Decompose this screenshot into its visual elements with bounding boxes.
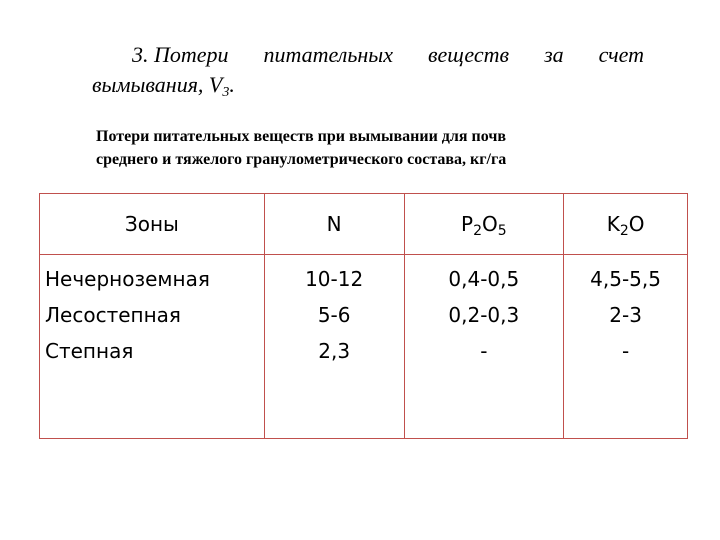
- heading-subscript: 3: [222, 85, 230, 100]
- heading-line-2-end: .: [229, 72, 235, 97]
- header-p2o5-p: P: [461, 212, 474, 236]
- header-p2o5-sub-2: 2: [473, 223, 482, 239]
- table-header-row: [40, 194, 688, 255]
- k2o-values-cell: [564, 255, 688, 439]
- header-n: N: [264, 194, 404, 255]
- caption-line-2: среднего и тяжелого гранулометрического состава, кг/га: [96, 151, 507, 168]
- zone-name: Лесостепная: [45, 303, 181, 327]
- p2o5-value: 0,2-0,3: [448, 303, 520, 327]
- header-p2o5-sub-5: 5: [497, 223, 507, 239]
- k2o-value: 4,5-5,5: [590, 267, 661, 291]
- p2o5-value: -: [480, 339, 488, 363]
- n-value: 10-12: [305, 267, 364, 291]
- section-heading: [92, 40, 644, 100]
- heading-line-2: [92, 70, 644, 100]
- table-caption: [96, 125, 656, 171]
- heading-line-2-text: вымывания, V: [92, 72, 223, 97]
- k2o-value: -: [621, 339, 630, 363]
- header-p2o5-o: O: [481, 212, 498, 236]
- zone-name: Нечерноземная: [45, 267, 210, 291]
- n-values-cell: [264, 255, 404, 439]
- p2o5-values-cell: [404, 255, 564, 439]
- header-k2o-k: K: [606, 212, 620, 236]
- header-zones: Зоны: [40, 194, 265, 255]
- header-p2o5: [404, 194, 564, 255]
- heading-word: питательных: [263, 42, 393, 67]
- heading-word: счет: [598, 42, 644, 67]
- heading-line-1: [92, 40, 644, 70]
- caption-line-1: Потери питательных веществ при вымывании для почв: [96, 128, 506, 145]
- heading-word: за: [544, 42, 564, 67]
- p2o5-value: 0,4-0,5: [448, 267, 520, 291]
- n-value: 5-6: [317, 303, 351, 327]
- header-k2o-sub-2: 2: [619, 223, 629, 239]
- n-value: 2,3: [318, 339, 351, 363]
- heading-word: 3. Потери: [132, 42, 229, 67]
- nutrient-loss-table: [39, 193, 688, 439]
- table-body-row: [40, 255, 688, 439]
- k2o-value: 2-3: [609, 303, 642, 327]
- header-k2o: [564, 194, 688, 255]
- zone-name: Степная: [45, 339, 134, 363]
- header-k2o-o: O: [628, 212, 645, 236]
- zones-cell: [40, 255, 265, 439]
- heading-word: веществ: [427, 42, 510, 67]
